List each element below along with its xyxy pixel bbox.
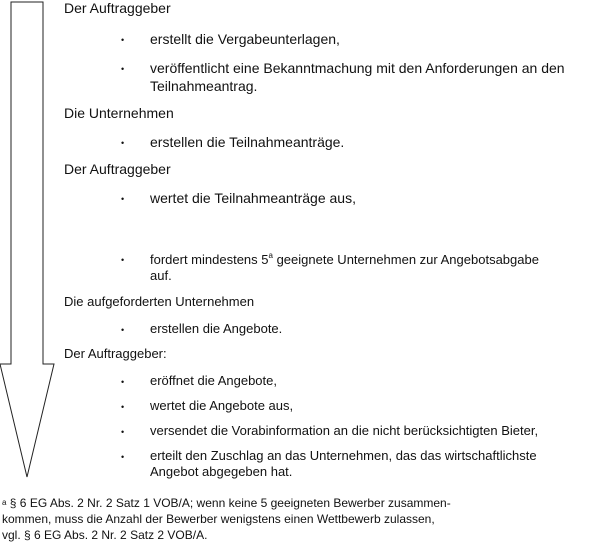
bullet: • — [121, 427, 125, 437]
list-item: erteilt den Zuschlag an das Unternehmen, das das wirtschaftlichste — [150, 448, 537, 463]
list-item-continuation: Teilnahmeantrag. — [150, 78, 258, 94]
footnote-line: kommen, muss die Anzahl der Bewerber wenigstens einen Wettbewerb zulassen, — [2, 512, 435, 526]
list-item: erstellt die Vergabeunterlagen, — [150, 31, 340, 47]
list-item-continuation: auf. — [150, 268, 172, 283]
bullet: • — [121, 402, 125, 412]
list-item-text: fordert mindestens 5 — [150, 252, 269, 267]
list-item — [150, 252, 539, 267]
bullet: • — [121, 64, 125, 74]
heading-auftraggeber-1: Der Auftraggeber — [64, 0, 171, 16]
heading-auftraggeber-3: Der Auftraggeber: — [64, 346, 167, 361]
list-item: erstellen die Teilnahmeanträge. — [150, 134, 345, 150]
list-item: veröffentlicht eine Bekanntmachung mit den Anforderungen an den — [150, 60, 565, 76]
list-item: eröffnet die Angebote, — [150, 373, 277, 388]
bullet: • — [121, 377, 125, 387]
bullet: • — [121, 325, 125, 335]
bullet: • — [121, 138, 125, 148]
list-item: versendet die Vorabinformation an die nicht berücksichtigten Bieter, — [150, 423, 539, 438]
footnote-line — [2, 496, 451, 511]
list-item-continuation: Angebot abgegeben hat. — [150, 464, 293, 479]
bullet: • — [121, 35, 125, 45]
list-item: wertet die Teilnahmeanträge aus, — [150, 190, 356, 206]
list-item: wertet die Angebote aus, — [150, 398, 294, 413]
heading-auftraggeber-2: Der Auftraggeber — [64, 161, 171, 177]
heading-unternehmen: Die Unternehmen — [64, 105, 174, 121]
bullet: • — [121, 452, 125, 462]
list-item: erstellen die Angebote. — [150, 321, 283, 336]
footnote-ref: a — [268, 251, 273, 260]
footnote-line: vgl. § 6 EG Abs. 2 Nr. 2 Satz 2 VOB/A. — [2, 528, 208, 542]
process-arrow — [0, 0, 60, 480]
list-item-text: geeignete Unternehmen zur Angebotsabgabe — [272, 252, 539, 267]
footnote-text: § 6 EG Abs. 2 Nr. 2 Satz 1 VOB/A; wenn keine 5 geeigneten Bewerber zusammen- — [9, 496, 451, 510]
heading-aufgeforderte-unternehmen: Die aufgeforderten Unternehmen — [64, 294, 255, 309]
bullet: • — [121, 255, 125, 265]
footnote-mark: a — [2, 498, 7, 507]
bullet: • — [121, 194, 125, 204]
